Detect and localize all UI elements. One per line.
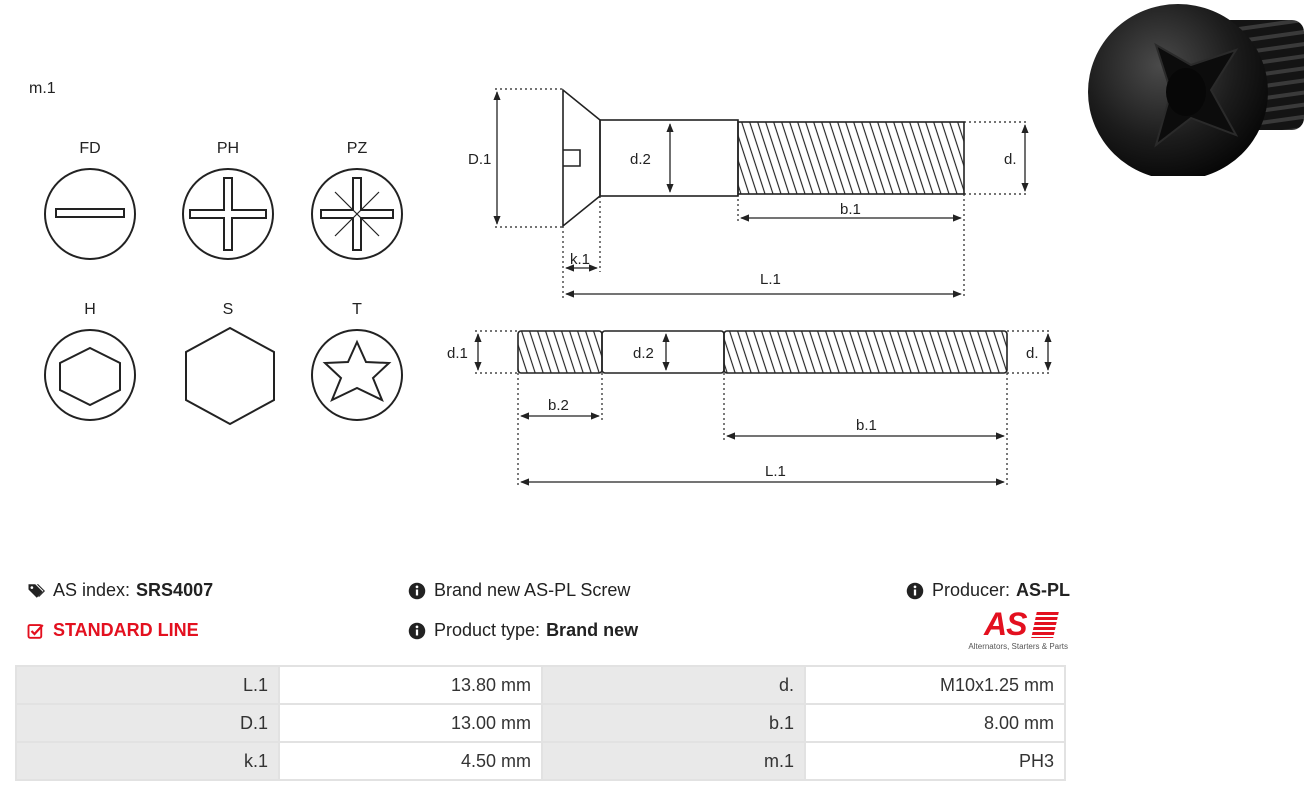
producer-value: AS-PL	[1016, 580, 1071, 600]
stud-drawing	[518, 331, 1007, 373]
logo-stripes	[1031, 612, 1059, 638]
head-types-diagram	[0, 130, 420, 430]
as-pl-logo	[962, 608, 1068, 654]
spec-key: m.1	[542, 742, 805, 780]
stud-l1-label: L.1	[765, 463, 786, 480]
stud-d1-label: d.1	[447, 345, 468, 362]
stud-b2-label: b.2	[548, 397, 569, 414]
standard-line-label: STANDARD LINE	[53, 620, 199, 640]
torx-head-icon	[312, 330, 402, 420]
product-type-label: Product type:	[434, 620, 541, 640]
slotted-head-icon	[45, 169, 135, 259]
pozidriv-head-icon	[312, 169, 402, 259]
stud-d-label: d.	[1026, 345, 1039, 362]
m1-label: m.1	[29, 80, 56, 97]
head-type-h-label: H	[84, 301, 96, 318]
spec-key: k.1	[16, 742, 279, 780]
logo-mark: AS	[984, 606, 1027, 642]
spec-key: D.1	[16, 704, 279, 742]
head-type-t-label: T	[352, 301, 362, 318]
info-icon	[408, 622, 426, 640]
spec-value: 13.00 mm	[279, 704, 542, 742]
screw-k1-label: k.1	[570, 251, 591, 268]
info-icon	[906, 582, 924, 600]
hex-socket-head-icon	[45, 330, 135, 420]
table-row	[16, 666, 1065, 704]
spec-value: M10x1.25 mm	[805, 666, 1065, 704]
head-type-pz-label: PZ	[346, 140, 368, 157]
spec-key: L.1	[16, 666, 279, 704]
spec-value: 4.50 mm	[279, 742, 542, 780]
spec-value: PH3	[805, 742, 1065, 780]
screw-d-label: d.	[1004, 151, 1017, 168]
spec-table	[15, 665, 1066, 781]
checkbox-icon	[27, 622, 45, 640]
spec-key: b.1	[542, 704, 805, 742]
brand-info	[408, 580, 630, 601]
stud-b1-label: b.1	[856, 417, 877, 434]
producer-label: Producer:	[932, 580, 1011, 600]
screw-drawing	[563, 90, 964, 226]
screw-l1-label: L.1	[760, 271, 781, 288]
head-type-s-label: S	[222, 301, 234, 318]
as-index-value: SRS4007	[136, 580, 214, 600]
head-type-fd-label: FD	[79, 140, 101, 157]
info-icon	[408, 582, 426, 600]
dimension-drawing	[420, 80, 1070, 500]
head-type-ph-label: PH	[216, 140, 240, 157]
standard-line	[27, 620, 199, 641]
product-type	[408, 620, 638, 641]
brand-text: Brand new AS-PL Screw	[434, 580, 631, 600]
screw-d2-label: d.2	[630, 151, 651, 168]
stud-d2-label: d.2	[633, 345, 654, 362]
producer	[906, 580, 1070, 601]
product-photo	[1086, 0, 1306, 176]
phillips-head-icon	[183, 169, 273, 259]
logo-tagline: Alternators, Starters & Parts	[968, 642, 1068, 651]
hex-head-icon	[186, 328, 274, 424]
screw-b1-label: b.1	[840, 201, 861, 218]
table-row	[16, 704, 1065, 742]
as-index-label: AS index:	[53, 580, 131, 600]
spec-key: d.	[542, 666, 805, 704]
spec-value: 13.80 mm	[279, 666, 542, 704]
table-row	[16, 742, 1065, 780]
tags-icon	[27, 582, 45, 600]
screw-d1-label: D.1	[468, 151, 492, 168]
spec-value: 8.00 mm	[805, 704, 1065, 742]
as-index	[27, 580, 213, 601]
product-type-value: Brand new	[546, 620, 639, 640]
